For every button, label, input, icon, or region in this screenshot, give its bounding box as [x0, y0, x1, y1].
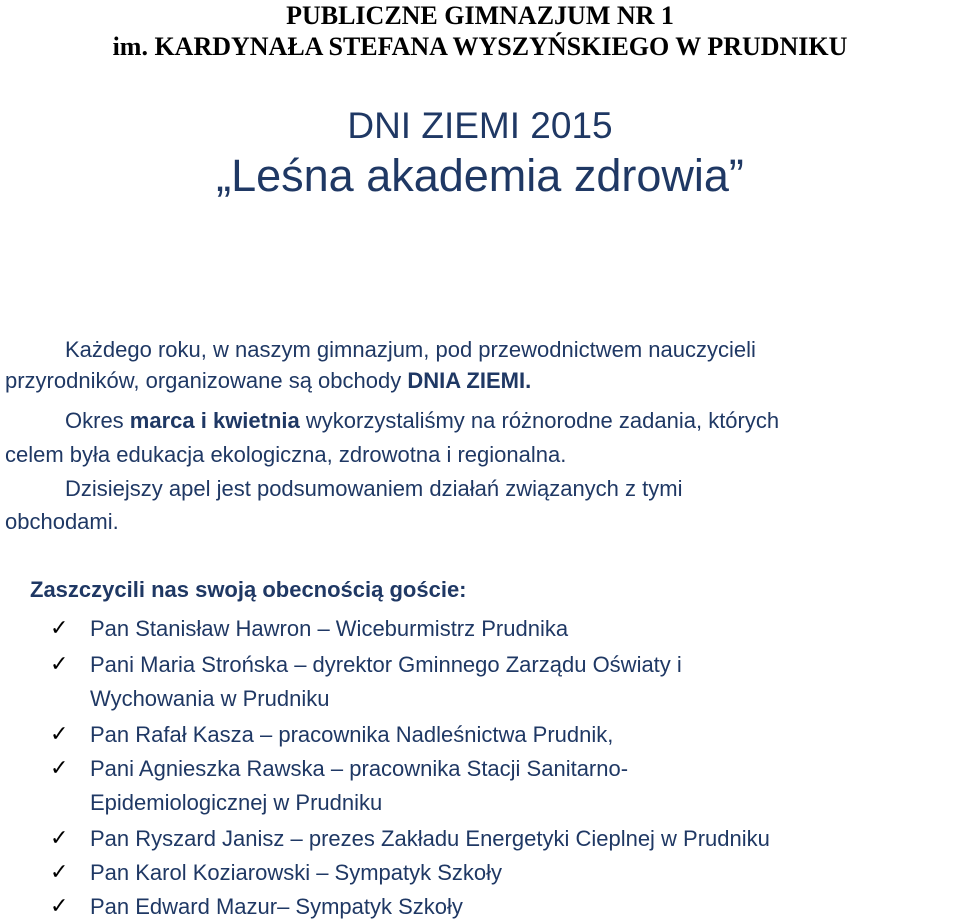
intro-text: przyrodników, organizowane są obchody [5, 368, 408, 393]
guest-text-continued: Wychowania w Prudniku [90, 686, 330, 711]
guest-text: Pan Stanisław Hawron – Wiceburmistrz Prudnika [90, 616, 569, 641]
intro-paragraph-3-line-2: obchodami. [5, 509, 119, 534]
guest-text: Pani Agnieszka Rawska – pracownika Stacji Sanitarno- [90, 756, 629, 781]
guest-text: Pan Edward Mazur– Sympatyk Szkoły [90, 894, 463, 919]
checkmark-icon: ✓ [50, 652, 69, 677]
guest-text: Pani Maria Strońska – dyrektor Gminnego Zarządu Oświaty i [90, 652, 682, 677]
guest-text: Pan Karol Koziarowski – Sympatyk Szkoły [90, 860, 503, 885]
school-name: PUBLICZNE GIMNAZJUM NR 1 [286, 1, 674, 30]
intro-paragraph-2-line-1 [65, 406, 779, 437]
guests-heading: Zaszczycili nas swoją obecnością goście: [30, 577, 467, 602]
event-subtitle: „Leśna akademia zdrowia” [216, 150, 744, 201]
intro-emphasis: DNIA ZIEMI. [407, 368, 532, 393]
guest-text-continued: Epidemiologicznej w Prudniku [90, 790, 383, 815]
checkmark-icon: ✓ [50, 722, 69, 747]
checkmark-icon: ✓ [50, 616, 69, 641]
school-patron: im. KARDYNAŁA STEFANA WYSZYŃSKIEGO W PRUDNIKU [112, 32, 848, 61]
checkmark-icon: ✓ [50, 860, 69, 885]
intro-paragraph-2-line-2: celem była edukacja ekologiczna, zdrowotna i regionalna. [5, 442, 567, 467]
guest-text: Pan Rafał Kasza – pracownika Nadleśnictwa Prudnik, [90, 722, 614, 747]
checkmark-icon: ✓ [50, 826, 69, 851]
intro-emphasis: marca i kwietnia [129, 408, 300, 433]
checkmark-icon: ✓ [50, 756, 69, 781]
guest-text: Pan Ryszard Janisz – prezes Zakładu Energetyki Cieplnej w Prudniku [90, 826, 770, 851]
intro-paragraph-3-line-1: Dzisiejszy apel jest podsumowaniem działań związanych z tymi [65, 476, 683, 501]
intro-paragraph-1-line-1: Każdego roku, w naszym gimnazjum, pod przewodnictwem nauczycieli [65, 337, 756, 362]
intro-paragraph-1-line-2 [5, 366, 531, 397]
intro-text: Okres [65, 408, 130, 433]
checkmark-icon: ✓ [50, 894, 69, 919]
intro-text: wykorzystaliśmy na różnorodne zadania, których [299, 408, 780, 433]
event-title: DNI ZIEMI 2015 [347, 105, 613, 146]
